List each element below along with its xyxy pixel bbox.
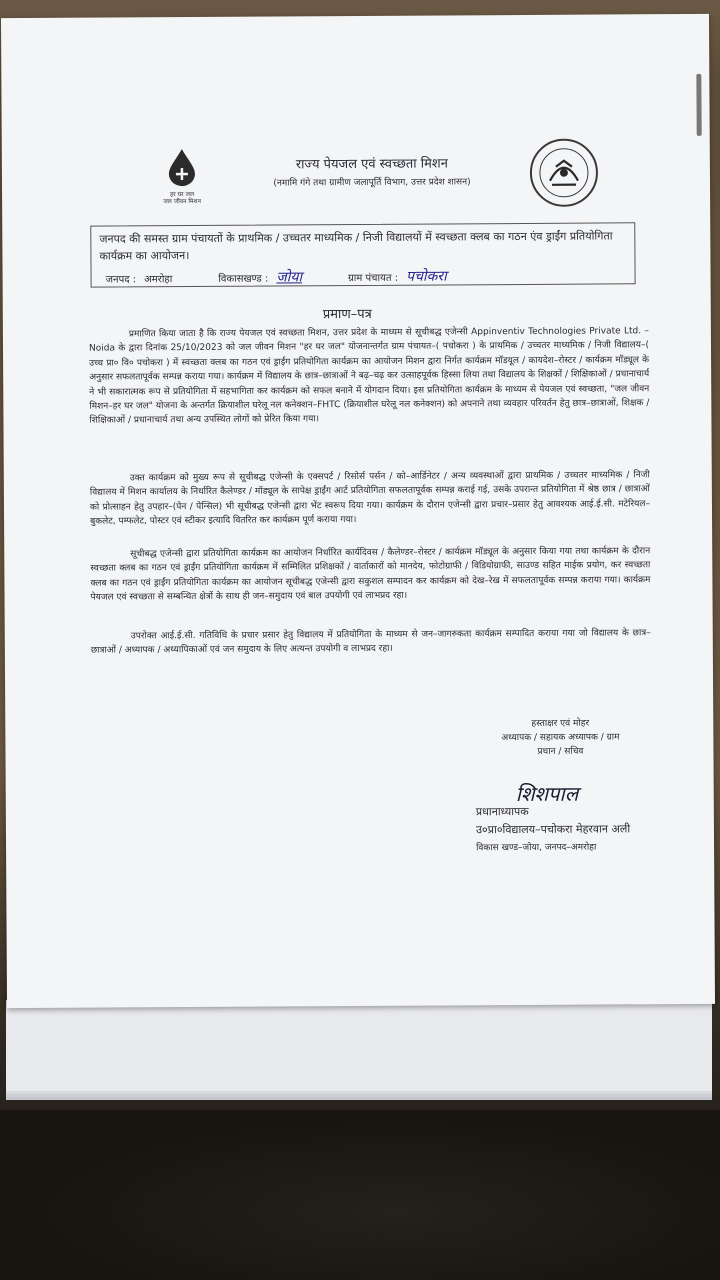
panchayat-value: पचोकरा: [406, 268, 447, 285]
subject-box: [90, 222, 635, 287]
district-label: जनपद :: [105, 274, 137, 286]
certificate-title: प्रमाण–पत्र: [322, 306, 372, 323]
letterhead: [222, 153, 522, 189]
stamp-school: उ०प्रा०विद्यालय–पचोकरा मेहरवान अली: [475, 822, 631, 837]
certificate-sheet: [1, 14, 715, 1008]
stamp-designation: प्रधानाध्यापक: [475, 804, 529, 819]
block-value: जोया: [276, 269, 303, 286]
block-label: विकासखण्ड :: [218, 273, 269, 285]
stamp-address: विकास खण्ड–जोया, जनपद–अमरोहा: [476, 842, 597, 854]
signature-line-2: अध्यापक / सहायक अध्यापक / ग्राम: [501, 732, 620, 744]
logo-caption-1: हर घर जल: [170, 190, 195, 199]
up-government-emblem: [528, 137, 600, 209]
paragraph-2: उक्त कार्यक्रम को मुख्य रूप से सूचीबद्ध एजेन्सी के एक्सपर्ट / रिसोर्स पर्सन / को–आर्डिनेटर / अन्य व्यवस्थाओं द्वारा प्राथमिक / उच्चतर माध्यमिक / निजी विद्यालय में मिशन कार्यालय के निर्धारित कैलेण्डर / मॉड्यूल के सापेक्ष ड्राईंग आर्ट प्रतियोगिता सफलतापूर्वक सम्पन्न कराई गई, उसके उपरान्त प्रतियोगिता में श्रेष्ठ छात्र / छात्राओं को प्रोत्साहन हेतु उपहार–(पेन / पेन्सिल) भी सूचीबद्ध एजेन्सी द्वारा भेंट स्वरूप दिया गया। कार्यक्रम के दौरान एजेन्सी द्वारा प्रचार–प्रसार हेतु आवश्यक आई.ई.सी. मटेरियल–बुकलेट, पम्फलेट, पोस्टर एवं स्टीकर इत्यादि वितरित कर कार्यक्रम पूर्ण कराया गया।: [89, 470, 650, 527]
signature-line-1: हस्ताक्षर एवं मोहर: [531, 718, 590, 729]
paragraph-4: उपरोक्त आई.ई.सी. गतिविधि के प्रचार प्रसार हेतु विद्यालय में प्रतियोगिता के माध्यम से जन–जागरुकता कार्यक्रम सम्पादित कराया गया जो विद्यालय के छात्र–छात्राओं / अध्यापक / अध्यापिकाओं एवं जन समुदाय के लिए अत्यन्त उपयोगी व लाभप्रद रहा।: [90, 628, 651, 657]
signature-line-3: प्रधान / सचिव: [537, 746, 584, 757]
jal-jeevan-mission-logo: [152, 147, 212, 205]
background-shadow: [0, 1110, 720, 1280]
paragraph-1: प्रमाणित किया जाता है कि राज्य पेयजल एवं स्वच्छता मिशन, उत्तर प्रदेश के माध्यम से सूचीबद्ध एजेन्सी Appinventiv Technologies Private Ltd. – Noida के द्वारा दिनांक 25/10/2023 को जल जीवन मिशन "हर घर जल" योजनान्तर्गत ग्राम पंचायत–( पचोकरा ) के प्राथमिक / उच्चतर माध्यमिक / निजी विद्यालय–( उच्च प्रा० वि० पचोकरा ) में स्वच्छता क्लब का गठन एवं ड्राईंग प्रतियोगिता कार्यक्रम का आयोजन मिशन द्वारा निर्गत कार्यक्रम मॉडयूल / कायदेश–रोस्टर / कार्यक्रम मॉड्यूल के अनुसार सफलतापूर्वक सम्पन्न कराया गया। कार्यक्रम में विद्यालय के छात्र–छात्राओं ने बढ़–चढ़ कर उत्साहपूर्वक हिस्सा लिया तथा विद्यालय के शिक्षकों / शिक्षिकाओं / प्रधानाचार्य ने भी सकारात्मक रूप से प्रतियोगिता में सहभागिता कर कार्यक्रम को सफल बनाने में योगदान दिया। इस प्रतियोगिता कार्यक्रम के माध्यम से पेयजल एवं स्वच्छता, "जल जीवन मिशन–हर घर जल" योजना के अन्तर्गत क्रियाशील घरेलू नल कनेक्शन–FHTC (क्रियाशील घरेलू नल कनेक्शन) को अपनाने तथा व्यवहार परिवर्तन हेतु छात्र–छात्राओं, शिक्षक / शिक्षिकाओं / प्रधानाचार्य तथा अन्य उपस्थित लोगों को प्रेरित किया गया।: [88, 326, 650, 427]
handwritten-signature: शिशपाल: [515, 781, 579, 807]
panchayat-label: ग्राम पंचायत :: [348, 272, 399, 285]
signature-block: [475, 716, 645, 759]
subject-line: जनपद की समस्त ग्राम पंचायतों के प्राथमिक / उच्चतर माध्यमिक / निजी विद्यालयों में स्वच्छता क्लब का गठन एंव ड्राईंग प्रतियोगिता कार्यक्रम का आयोजन।: [99, 229, 613, 263]
mission-title: राज्य पेयजल एवं स्वच्छता मिशन: [295, 156, 449, 173]
location-line: [106, 268, 447, 288]
district-value: अमरोहा: [144, 274, 173, 286]
logo-caption-2: जल जीवन मिशन: [163, 197, 201, 206]
paragraph-3: सूचीबद्ध एजेन्सी द्वारा प्रतियोगिता कार्यक्रम का आयोजन निर्धारित कार्यदिवस / कैलेण्डर–रोस्टर / कार्यक्रम मॉड्यूल के अनुसार किया गया तथा कार्यक्रम के दौरान स्वच्छता क्लब का गठन एवं ड्राईंग प्रतियोगिता कार्यक्रम में सम्मिलित प्रशिक्षकों / वार्ताकारों को मानदेय, फोटोग्राफी / विडियोग्राफी, साउण्ड सहित माईक प्रयोग, कर स्वच्छता क्लब का गठन एवं ड्राईंग प्रतियोगिता कार्यक्रम का आयोजन सूचीबद्ध एजेन्सी द्वारा सकुशल सम्पादन कर कार्यक्रम को देख–रेख में सफलतापूर्वक सम्पन्न कराया गया। कार्यक्रम पेयजल एवं स्वच्छता से सम्बन्धित क्षेत्रों के साथ ही जन–समुदाय एवं बाल उपयोगी एवं लाभप्रद रहा।: [90, 546, 651, 603]
staple-icon: [696, 74, 701, 136]
headmaster-stamp: [475, 781, 666, 857]
mission-subtitle: (नमामि गंगे तथा ग्रामीण जलापूर्ति विभाग, उत्तर प्रदेश शासन): [273, 177, 471, 189]
water-drop-icon: [165, 147, 199, 187]
paper-stack: [6, 1000, 712, 1091]
